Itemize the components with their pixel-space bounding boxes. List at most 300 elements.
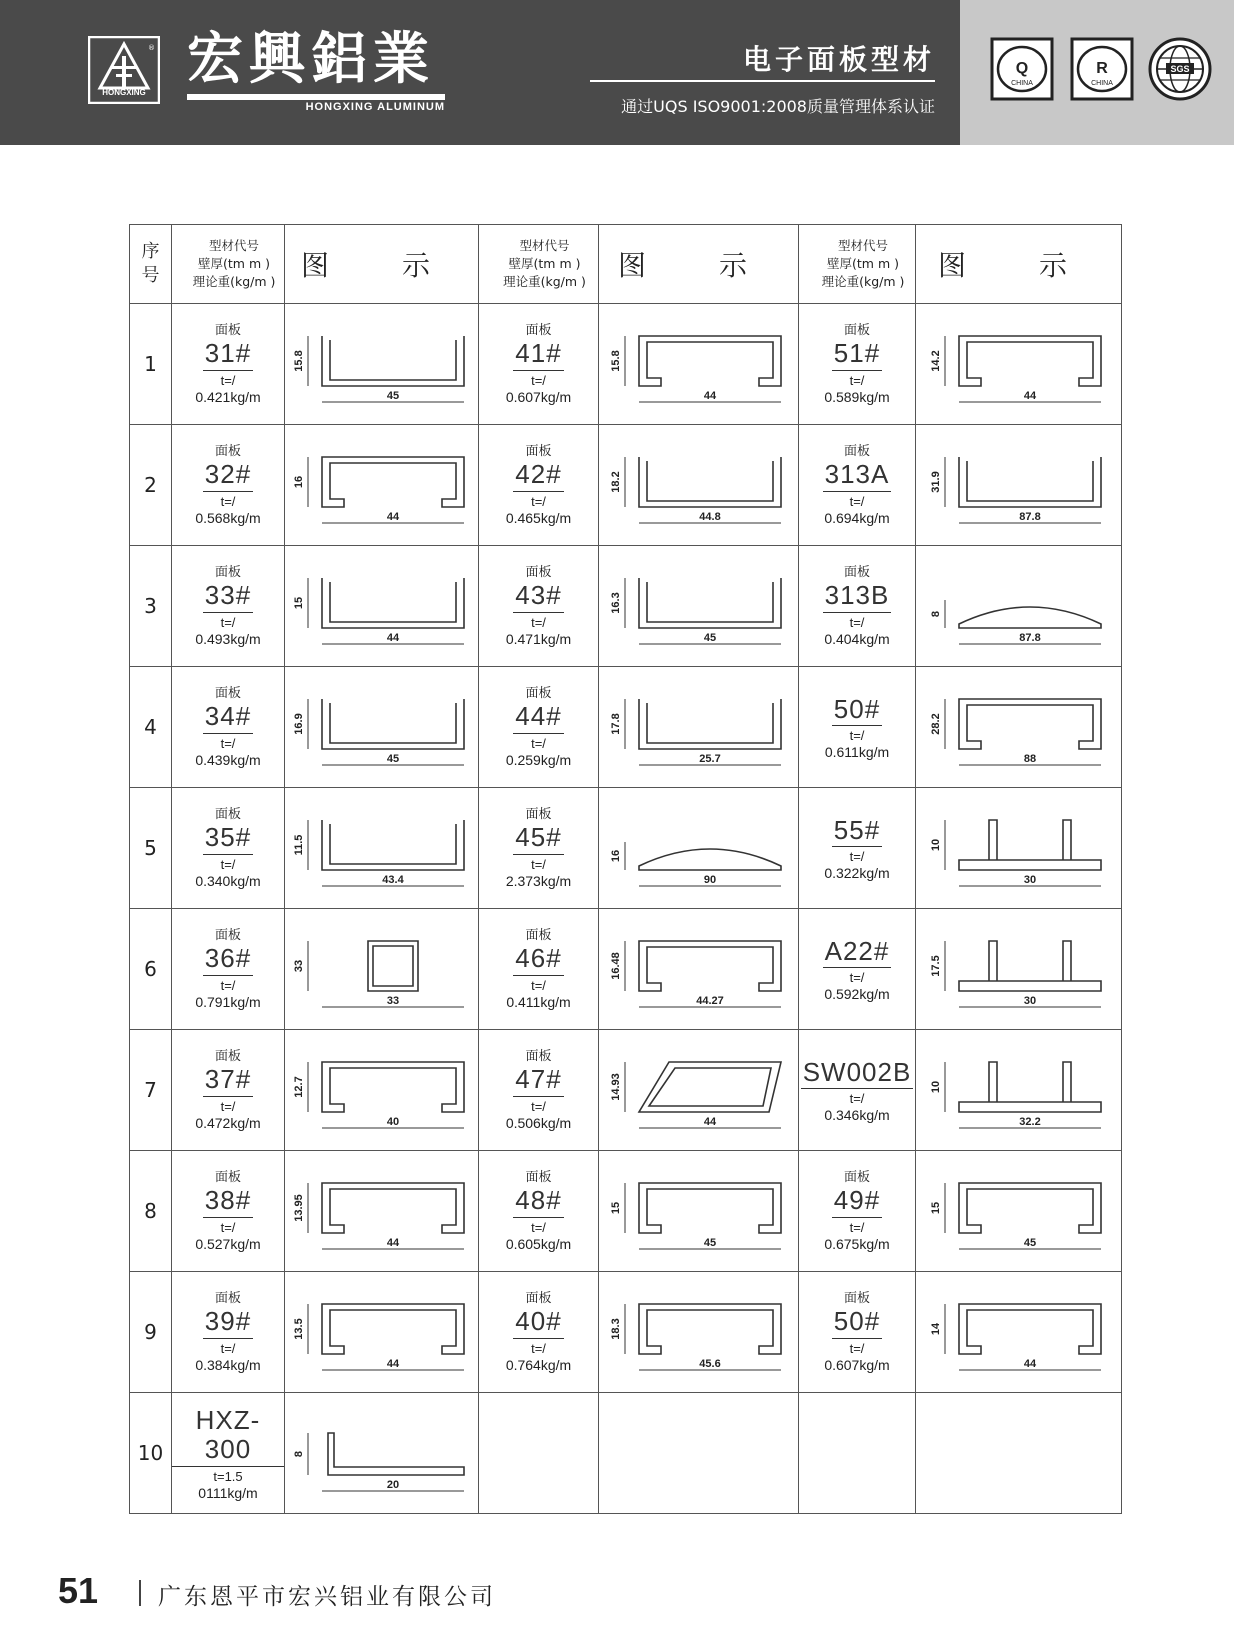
profile-category: 面板	[525, 1048, 552, 1064]
profile-category: 面板	[214, 443, 241, 459]
profile-code: 313B	[823, 581, 892, 613]
profile-info-cell	[799, 546, 916, 667]
profile-drawing	[929, 1161, 1109, 1261]
cert-q-letter: Q	[1015, 60, 1029, 77]
profile-table	[129, 224, 1122, 1514]
profile-category: 面板	[525, 322, 552, 338]
width-label: 32.2	[1018, 1116, 1041, 1128]
brand-name: 宏興鋁業	[187, 27, 435, 92]
profile-outline	[959, 1304, 1101, 1354]
profile-outline	[322, 457, 464, 507]
profile-thickness: t=/	[220, 1219, 236, 1235]
cert-q-china-icon	[990, 37, 1054, 101]
profile-code: 48#	[513, 1186, 563, 1218]
brand-english: HONGXING ALUMINUM	[187, 94, 445, 113]
profile-outline	[322, 699, 464, 749]
width-label: 45	[386, 753, 399, 765]
header-figure: 图 示	[916, 225, 1122, 304]
height-label: 15	[609, 1201, 622, 1215]
profile-outline	[322, 578, 464, 628]
profile-category: 面板	[214, 806, 241, 822]
profile-info-cell	[799, 1272, 916, 1393]
profile-weight: 0.568kg/m	[195, 509, 261, 526]
profile-figure-cell	[285, 1272, 479, 1393]
profile-code: HXZ-300	[172, 1406, 284, 1468]
width-label: 44	[1023, 390, 1036, 402]
table-row	[130, 546, 1122, 667]
width-label: 44	[1023, 1358, 1036, 1370]
profile-info-cell	[799, 425, 916, 546]
profile-info-cell	[479, 788, 599, 909]
profile-code: 37#	[203, 1065, 253, 1097]
profile-outline	[959, 457, 1101, 507]
profile-drawing	[929, 1040, 1109, 1140]
profile-drawing	[292, 1282, 472, 1382]
profile-code: 41#	[513, 339, 563, 371]
profile-weight: 0.465kg/m	[505, 509, 572, 526]
height-label: 15.8	[609, 350, 622, 372]
profile-thickness: t=/	[220, 1340, 236, 1356]
profile-weight: 0.675kg/m	[824, 1235, 890, 1252]
profile-weight: 0.471kg/m	[505, 630, 572, 647]
profile-outline	[322, 1062, 464, 1112]
width-label: 45	[703, 632, 716, 644]
profile-code: 32#	[203, 460, 253, 492]
header-code: 型材代号 壁厚(tm m ) 理论重(kg/m )	[799, 225, 916, 304]
row-index: 8	[130, 1151, 172, 1272]
profile-figure-cell	[285, 667, 479, 788]
profile-figure-cell	[599, 667, 799, 788]
profile-code: A22#	[823, 937, 892, 969]
profile-thickness: t=/	[531, 614, 546, 630]
cert-sgs-label: SGS	[1170, 64, 1190, 74]
profile-thickness: t=/	[220, 493, 236, 509]
profile-category: 面板	[525, 806, 552, 822]
profile-figure-cell	[285, 546, 479, 667]
profile-category: 面板	[525, 1290, 552, 1306]
profile-category: 面板	[214, 1169, 241, 1185]
profile-code: 47#	[513, 1065, 563, 1097]
table-row	[130, 1030, 1122, 1151]
profile-weight: 0.589kg/m	[824, 388, 890, 405]
profile-code: 31#	[203, 339, 253, 371]
profile-weight: 0.694kg/m	[824, 509, 890, 526]
profile-info-cell	[799, 909, 916, 1030]
footer-divider	[139, 1580, 141, 1606]
table-row	[130, 909, 1122, 1030]
profile-weight: 0.791kg/m	[195, 993, 261, 1010]
profile-info-cell	[172, 667, 285, 788]
row-index: 5	[130, 788, 172, 909]
profile-drawing	[929, 677, 1109, 777]
profile-drawing	[292, 677, 472, 777]
profile-thickness: t=/	[531, 1098, 546, 1114]
profile-weight: 0.605kg/m	[505, 1235, 572, 1252]
profile-code: 36#	[203, 944, 253, 976]
profile-drawing	[609, 1282, 789, 1382]
table-row	[130, 425, 1122, 546]
profile-figure-cell	[599, 546, 799, 667]
height-label: 10	[929, 1080, 942, 1094]
table-body	[130, 304, 1122, 1514]
profile-category: 面板	[843, 1290, 870, 1306]
profile-info-cell	[799, 304, 916, 425]
profile-code: SW002B	[801, 1058, 914, 1090]
profile-info-cell	[799, 1030, 916, 1151]
profile-thickness: t=/	[849, 1340, 865, 1356]
profile-info-cell	[479, 1030, 599, 1151]
profile-thickness: t=/	[849, 493, 865, 509]
profile-thickness: t=/	[531, 856, 546, 872]
logo-caption: HONGXING	[102, 88, 146, 97]
width-label: 44	[386, 632, 399, 644]
row-index: 3	[130, 546, 172, 667]
title-divider	[590, 80, 935, 82]
profile-weight: 0.607kg/m	[824, 1356, 890, 1373]
profile-figure-cell	[599, 425, 799, 546]
profile-outline	[639, 699, 781, 749]
profile-thickness: t=/	[531, 1340, 546, 1356]
profile-category: 面板	[843, 322, 870, 338]
profile-thickness: t=1.5	[213, 1469, 243, 1485]
profile-weight: 0.493kg/m	[195, 630, 261, 647]
profile-code: 45#	[513, 823, 563, 855]
profile-drawing	[609, 314, 789, 414]
profile-category: 面板	[843, 443, 870, 459]
profile-outline	[639, 1183, 781, 1233]
height-label: 11.5	[292, 834, 305, 856]
profile-thickness: t=/	[531, 735, 546, 751]
table-row	[130, 1393, 1122, 1514]
profile-weight: 0.322kg/m	[824, 865, 890, 882]
profile-category: 面板	[525, 927, 552, 943]
profile-figure-cell	[285, 1151, 479, 1272]
row-index: 7	[130, 1030, 172, 1151]
height-label: 28.2	[929, 713, 942, 735]
profile-outline	[639, 578, 781, 628]
profile-weight: 0.592kg/m	[824, 986, 890, 1003]
width-label: 40	[386, 1116, 399, 1128]
profile-weight: 0.384kg/m	[195, 1356, 261, 1373]
profile-category: 面板	[214, 1048, 241, 1064]
profile-drawing	[609, 556, 789, 656]
height-label: 8	[292, 1450, 305, 1458]
profile-thickness: t=/	[531, 1219, 546, 1235]
profile-code: 38#	[203, 1186, 253, 1218]
width-label: 30	[1023, 874, 1036, 886]
profile-figure-cell	[599, 1030, 799, 1151]
profile-code: 39#	[203, 1307, 253, 1339]
height-label: 15.8	[292, 350, 305, 372]
height-label: 14.93	[609, 1073, 622, 1101]
profile-drawing	[292, 1161, 472, 1261]
height-label: 33	[292, 959, 305, 973]
profile-code: 313A	[823, 460, 892, 492]
profile-drawing	[929, 314, 1109, 414]
height-label: 31.9	[929, 471, 942, 493]
certification-text: 通过UQS ISO9001:2008质量管理体系认证	[621, 97, 935, 116]
height-label: 15	[292, 596, 305, 610]
profile-weight: 0.472kg/m	[195, 1114, 261, 1131]
profile-thickness: t=/	[849, 849, 865, 865]
profile-category: 面板	[843, 564, 870, 580]
row-index: 6	[130, 909, 172, 1030]
header-figure: 图 示	[599, 225, 799, 304]
height-label: 15	[929, 1201, 942, 1215]
profile-figure-cell	[916, 1272, 1122, 1393]
profile-code: 49#	[832, 1186, 882, 1218]
height-label: 16.9	[292, 713, 305, 735]
profile-figure-cell	[285, 304, 479, 425]
profile-info-cell	[479, 1393, 599, 1514]
profile-info-cell	[172, 909, 285, 1030]
cert-r-letter: R	[1096, 60, 1108, 77]
profile-figure-cell	[285, 909, 479, 1030]
profile-info-cell	[479, 304, 599, 425]
height-label: 16.48	[609, 952, 622, 980]
height-label: 14	[929, 1322, 942, 1336]
height-label: 17.8	[609, 713, 622, 735]
page-number: 51	[58, 1570, 99, 1611]
profile-outline	[959, 820, 1101, 870]
height-label: 14.2	[929, 350, 942, 372]
profile-thickness: t=/	[531, 372, 546, 388]
width-label: 33	[386, 995, 399, 1007]
profile-thickness: t=/	[220, 1098, 236, 1114]
profile-code: 50#	[832, 695, 882, 727]
profile-figure-cell	[916, 1151, 1122, 1272]
profile-figure-cell	[599, 1272, 799, 1393]
profile-outline	[959, 1062, 1101, 1112]
profile-figure-cell	[916, 667, 1122, 788]
profile-code: 50#	[832, 1307, 882, 1339]
profile-info-cell	[479, 425, 599, 546]
width-label: 88	[1023, 753, 1036, 765]
profile-figure-cell	[285, 788, 479, 909]
width-label: 20	[386, 1479, 399, 1491]
profile-figure-cell	[916, 1393, 1122, 1514]
table-row	[130, 667, 1122, 788]
width-label: 30	[1023, 995, 1036, 1007]
profile-drawing	[929, 919, 1109, 1019]
profile-info-cell	[172, 425, 285, 546]
profile-drawing	[609, 677, 789, 777]
height-label: 8	[929, 610, 942, 618]
table-row	[130, 788, 1122, 909]
width-label: 45.6	[698, 1358, 721, 1370]
profile-weight: 0.764kg/m	[505, 1356, 572, 1373]
profile-code: 40#	[513, 1307, 563, 1339]
profile-thickness: t=/	[220, 372, 236, 388]
profile-weight: 0111kg/m	[198, 1485, 258, 1502]
profile-figure-cell	[599, 1151, 799, 1272]
header-code: 型材代号 壁厚(tm m ) 理论重(kg/m )	[479, 225, 599, 304]
profile-info-cell	[172, 788, 285, 909]
profile-weight: 0.411kg/m	[506, 993, 571, 1010]
profile-category: 面板	[214, 685, 241, 701]
profile-info-cell	[172, 1393, 285, 1514]
row-index: 2	[130, 425, 172, 546]
profile-weight: 0.506kg/m	[505, 1114, 572, 1131]
profile-info-cell	[172, 304, 285, 425]
cert-sgs-globe-icon	[1148, 37, 1212, 101]
profile-figure-cell	[599, 909, 799, 1030]
profile-thickness: t=/	[849, 1091, 865, 1107]
profile-info-cell	[479, 1151, 599, 1272]
profile-drawing	[292, 314, 472, 414]
width-label: 44	[703, 1116, 716, 1128]
profile-figure-cell	[285, 425, 479, 546]
profile-weight: 0.439kg/m	[195, 751, 261, 768]
profile-code: 34#	[203, 702, 253, 734]
company-name: 广东恩平市宏兴铝业有限公司	[158, 1584, 496, 1610]
profile-thickness: t=/	[531, 493, 546, 509]
profile-figure-cell	[916, 1030, 1122, 1151]
profile-category: 面板	[525, 1169, 552, 1185]
width-label: 44	[386, 1237, 399, 1249]
height-label: 16	[609, 849, 622, 863]
table-row	[130, 304, 1122, 425]
profile-figure-cell	[916, 909, 1122, 1030]
width-label: 44.27	[695, 995, 724, 1007]
height-label: 12.7	[292, 1076, 305, 1098]
profile-figure-cell	[285, 1030, 479, 1151]
width-label: 44.8	[698, 511, 721, 523]
width-label: 25.7	[698, 753, 721, 765]
profile-info-cell	[172, 546, 285, 667]
profile-weight: 0.421kg/m	[195, 388, 261, 405]
svg-text:®: ®	[148, 44, 155, 52]
profile-outline	[328, 1433, 464, 1475]
profile-drawing	[292, 1040, 472, 1140]
profile-code: 35#	[203, 823, 253, 855]
profile-info-cell	[799, 1151, 916, 1272]
profile-outline	[959, 699, 1101, 749]
header-index: 序号	[130, 225, 172, 304]
profile-info-cell	[799, 788, 916, 909]
profile-figure-cell	[916, 546, 1122, 667]
profile-weight: 0.340kg/m	[195, 872, 261, 889]
profile-code: 43#	[513, 581, 563, 613]
profile-thickness: t=/	[849, 614, 865, 630]
profile-outline	[639, 1062, 781, 1112]
width-label: 45	[386, 390, 399, 402]
profile-weight: 0.259kg/m	[505, 751, 572, 768]
profile-drawing	[292, 556, 472, 656]
row-index: 1	[130, 304, 172, 425]
height-label: 18.2	[609, 471, 622, 493]
row-index: 10	[130, 1393, 172, 1514]
height-label: 13.5	[292, 1318, 305, 1340]
profile-outline	[639, 457, 781, 507]
header-figure: 图 示	[285, 225, 479, 304]
height-label: 17.5	[929, 955, 942, 977]
width-label: 43.4	[381, 874, 404, 886]
catalog-title: 电子面板型材	[742, 43, 935, 76]
profile-thickness: t=/	[849, 372, 865, 388]
table-header-row	[130, 225, 1122, 304]
page-header	[0, 0, 1234, 145]
profile-code: 44#	[513, 702, 563, 734]
profile-outline	[322, 820, 464, 870]
profile-thickness: t=/	[220, 856, 236, 872]
table-row	[130, 1151, 1122, 1272]
width-label: 45	[703, 1237, 716, 1249]
profile-drawing	[609, 435, 789, 535]
profile-drawing	[609, 919, 789, 1019]
profile-weight: 2.373kg/m	[505, 872, 572, 889]
height-label: 10	[929, 838, 942, 852]
profile-drawing	[929, 556, 1109, 656]
cert-r-label: CHINA	[1091, 80, 1113, 87]
profile-category: 面板	[525, 443, 552, 459]
row-index: 9	[130, 1272, 172, 1393]
profile-info-cell	[799, 1393, 916, 1514]
profile-category: 面板	[214, 927, 241, 943]
profile-drawing	[292, 1403, 472, 1503]
width-label: 44	[386, 1358, 399, 1370]
header-code: 型材代号 壁厚(tm m ) 理论重(kg/m )	[172, 225, 285, 304]
profile-info-cell	[479, 546, 599, 667]
profile-category: 面板	[214, 322, 241, 338]
profile-outline	[322, 336, 464, 386]
profile-info-cell	[799, 667, 916, 788]
width-label: 44	[703, 390, 716, 402]
profile-info-cell	[172, 1030, 285, 1151]
profile-thickness: t=/	[220, 614, 236, 630]
width-label: 90	[703, 874, 716, 886]
table-row	[130, 1272, 1122, 1393]
width-label: 44	[386, 511, 399, 523]
height-label: 13.95	[292, 1194, 305, 1222]
profile-category: 面板	[525, 685, 552, 701]
profile-drawing	[609, 1040, 789, 1140]
profile-drawing	[929, 435, 1109, 535]
profile-outline	[322, 1183, 464, 1233]
profile-figure-cell	[916, 425, 1122, 546]
profile-category: 面板	[843, 1169, 870, 1185]
profile-info-cell	[479, 909, 599, 1030]
profile-weight: 0.607kg/m	[505, 388, 572, 405]
profile-drawing	[609, 1161, 789, 1261]
profile-category: 面板	[214, 564, 241, 580]
profile-weight: 0.404kg/m	[824, 630, 890, 647]
profile-outline	[959, 607, 1101, 628]
profile-outline	[639, 1304, 781, 1354]
height-label: 18.3	[609, 1318, 622, 1340]
profile-outline	[959, 1183, 1101, 1233]
profile-figure-cell	[599, 304, 799, 425]
profile-figure-cell	[285, 1393, 479, 1514]
profile-category: 面板	[214, 1290, 241, 1306]
profile-figure-cell	[916, 788, 1122, 909]
profile-thickness: t=/	[220, 735, 236, 751]
height-label: 16.3	[609, 592, 622, 614]
profile-outline	[959, 941, 1101, 991]
profile-drawing	[292, 798, 472, 898]
width-label: 87.8	[1018, 632, 1041, 644]
profile-thickness: t=/	[220, 977, 236, 993]
profile-outline	[639, 941, 781, 991]
profile-code: 42#	[513, 460, 563, 492]
profile-outline	[368, 941, 418, 991]
profile-thickness: t=/	[531, 977, 546, 993]
profile-figure-cell	[599, 1393, 799, 1514]
profile-code: 46#	[513, 944, 563, 976]
profile-outline	[322, 1304, 464, 1354]
width-label: 45	[1023, 1237, 1036, 1249]
profile-thickness: t=/	[849, 1219, 865, 1235]
